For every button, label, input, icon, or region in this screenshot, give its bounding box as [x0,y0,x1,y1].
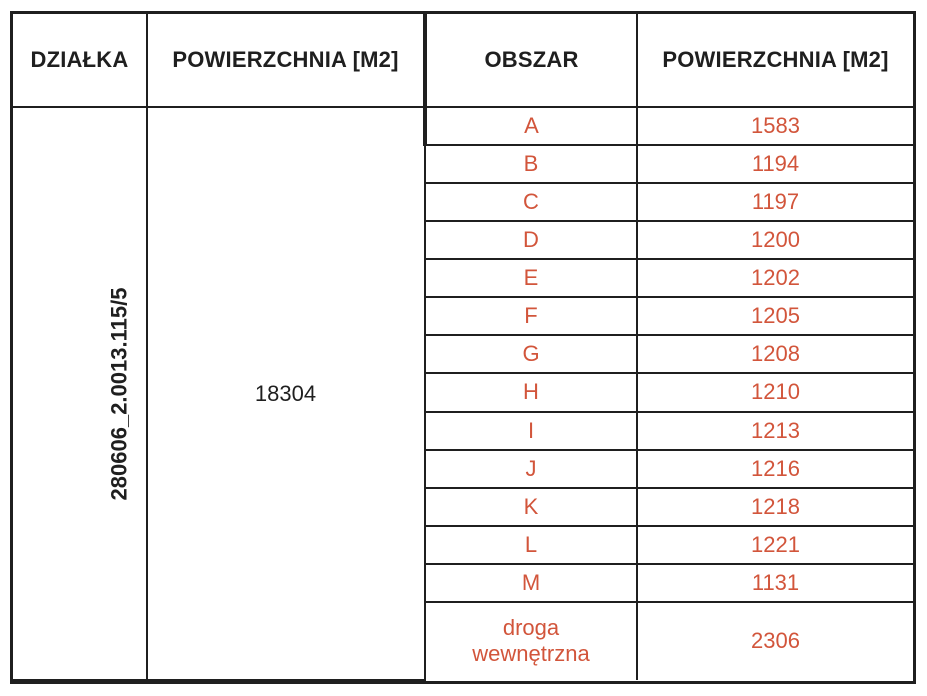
header-obszar: OBSZAR [425,14,637,107]
region-cell-internal-road [425,602,637,680]
region-cell: K [425,488,637,526]
area-cell: 1197 [637,183,913,221]
region-cell: I [425,412,637,450]
region-cell: L [425,526,637,564]
area-cell: 1218 [637,488,913,526]
table-frame [10,11,916,684]
header-parcel-area: POWIERZCHNIA [M2] [147,14,425,107]
region-cell: D [425,221,637,259]
area-cell: 1200 [637,221,913,259]
area-cell: 1194 [637,145,913,183]
region-label-line1: droga [502,615,560,641]
area-cell: 1213 [637,412,913,450]
region-cell: J [425,450,637,488]
region-cell: H [425,373,637,411]
area-cell: 1131 [637,564,913,602]
area-cell: 1210 [637,373,913,411]
area-cell: 1583 [637,107,913,145]
parcel-id: 280606_2.0013.115/5 [106,287,132,501]
table-row [13,107,913,145]
area-cell: 2306 [637,602,913,680]
region-cell: B [425,145,637,183]
area-cell: 1202 [637,259,913,297]
header-region-area: POWIERZCHNIA [M2] [637,14,913,107]
header-dzialka: DZIAŁKA [13,14,147,107]
region-cell: F [425,297,637,335]
area-cell: 1205 [637,297,913,335]
area-cell: 1216 [637,450,913,488]
area-cell: 1221 [637,526,913,564]
parcel-id-cell [13,107,147,680]
parcel-area-table [13,14,913,681]
region-cell: C [425,183,637,221]
region-cell: E [425,259,637,297]
area-cell: 1208 [637,335,913,373]
region-cell: M [425,564,637,602]
parcel-area-cell: 18304 [147,107,425,680]
region-label-line2: wewnętrzna [472,641,590,667]
region-cell: A [425,107,637,145]
region-cell: G [425,335,637,373]
table-header-row [13,14,913,107]
